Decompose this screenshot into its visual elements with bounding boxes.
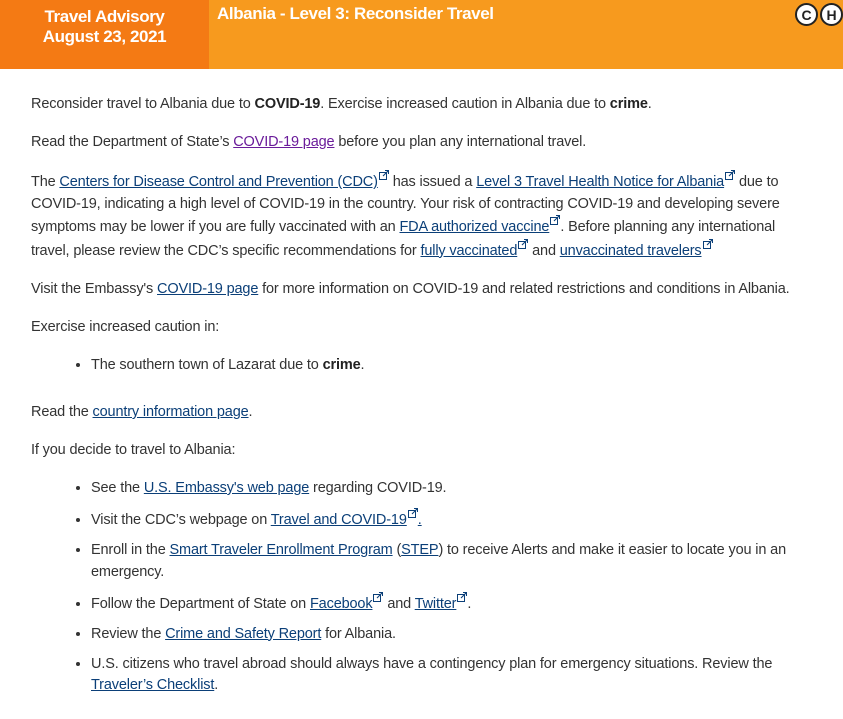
caution-heading: Exercise increased caution in: [31, 318, 220, 335]
paragraph-text: Read the [31, 404, 93, 420]
state-covid-page-link[interactable]: COVID-19 page [233, 134, 335, 150]
paragraph-text: Read the Department of State’s [31, 134, 234, 150]
country-info-paragraph [31, 402, 801, 424]
travelers-checklist-link[interactable]: Traveler’s Checklist [91, 677, 215, 693]
paragraph-text: before you plan any international travel. [334, 134, 587, 150]
external-link-icon [725, 170, 735, 180]
advisory-label [0, 0, 209, 69]
list-item-text: Enroll in the [91, 542, 170, 558]
list-item-text: The southern town of Lazarat due to [91, 356, 323, 373]
external-link-icon [550, 215, 560, 225]
list-item-text: regarding COVID-19. [309, 480, 447, 496]
external-link-icon [373, 592, 383, 602]
travel-health-notice-link[interactable]: Level 3 Travel Health Notice for Albania [476, 174, 725, 190]
advisory-date: August 23, 2021 [42, 27, 167, 46]
advisory-indicators [795, 3, 843, 26]
external-link-icon [457, 592, 467, 602]
crime-indicator-badge[interactable]: C [795, 3, 818, 26]
embassy-covid-page-link[interactable]: COVID-19 page [157, 280, 259, 297]
list-item [91, 508, 801, 532]
list-item-text: ) to receive Alerts and make it easier to locate you in an emergency. [91, 542, 786, 580]
travel-and-covid-link[interactable]: Travel and COVID-19 [270, 512, 407, 528]
list-item [91, 654, 801, 697]
external-link-icon [518, 239, 528, 249]
list-item [91, 355, 801, 377]
crime-reason: crime [609, 96, 648, 112]
step-program-link[interactable]: Smart Traveler Enrollment Program [169, 542, 393, 558]
crime-safety-report-link[interactable]: Crime and Safety Report [165, 625, 322, 642]
list-item-text: . [360, 356, 365, 373]
list-item-text: for Albania. [321, 625, 396, 642]
list-item [91, 540, 801, 583]
advisory-label-type: Travel Advisory [44, 7, 165, 26]
paragraph-text: has issued a [388, 174, 477, 190]
summary-paragraph [31, 94, 801, 116]
advisory-body [31, 94, 801, 719]
list-item-text: See the [91, 480, 144, 496]
paragraph-text: due to COVID-19, indicating a high level of COVID-19 in the country. Your risk of contracting COVID-19 and developing severe symptoms may be lower if you are fully vaccinated with an [31, 174, 780, 235]
list-item [91, 478, 801, 500]
summary-text: Reconsider travel to Albania due to [31, 96, 255, 112]
list-item-text: Review the [91, 625, 166, 642]
paragraph-text: The [31, 174, 60, 190]
covid-reason: COVID-19 [254, 96, 321, 112]
list-item-text: Visit the CDC’s webpage on [91, 512, 271, 528]
embassy-covid-paragraph [31, 279, 801, 301]
cdc-paragraph [31, 170, 801, 262]
unvaccinated-travelers-link[interactable]: unvaccinated travelers [559, 242, 702, 259]
state-covid-paragraph [31, 132, 801, 154]
list-item-text: . [467, 595, 472, 612]
list-item [91, 624, 801, 646]
advisory-header [0, 0, 843, 69]
summary-text: . [647, 96, 652, 112]
paragraph-text: . Before planning any international travel, please review the CDC’s specific recommendations for [31, 219, 776, 259]
paragraph-text: and [528, 242, 560, 259]
list-item-text: . [214, 677, 219, 693]
list-item-text: Follow the Department of State on [91, 595, 310, 612]
step-link[interactable]: STEP [401, 542, 439, 558]
health-indicator-badge[interactable]: H [820, 3, 843, 26]
external-link-icon [379, 170, 389, 180]
list-item-text: and [383, 595, 415, 612]
list-item-text: ( [392, 542, 402, 558]
paragraph-text: . [248, 404, 253, 420]
cdc-link[interactable]: Centers for Disease Control and Prevention (CDC) [59, 174, 378, 190]
summary-text: . Exercise increased caution in Albania due to [320, 96, 610, 112]
embassy-web-page-link[interactable]: U.S. Embassy's web page [143, 480, 310, 496]
facebook-link[interactable]: Facebook [309, 595, 373, 612]
external-link-icon [703, 239, 713, 249]
country-information-link[interactable]: country information page [92, 404, 249, 420]
advisory-title: Albania - Level 3: Reconsider Travel [217, 4, 494, 23]
twitter-link[interactable]: Twitter [414, 595, 457, 612]
external-link-icon [408, 508, 418, 518]
list-item [91, 592, 801, 616]
paragraph-text: Visit the Embassy's [31, 280, 158, 297]
paragraph-text: for more information on COVID-19 and related restrictions and conditions in Albania. [258, 280, 790, 297]
caution-list [31, 355, 801, 377]
crime-reason: crime [322, 356, 361, 373]
if-travel-heading: If you decide to travel to Albania: [31, 442, 236, 458]
fully-vaccinated-link[interactable]: fully vaccinated [420, 242, 518, 259]
travel-tips-list [31, 478, 801, 697]
list-item-text: U.S. citizens who travel abroad should always have a contingency plan for emergency situations. Review the [91, 655, 773, 672]
travel-and-covid-link-period[interactable]: . [417, 512, 422, 528]
fda-vaccine-link[interactable]: FDA authorized vaccine [399, 219, 550, 235]
